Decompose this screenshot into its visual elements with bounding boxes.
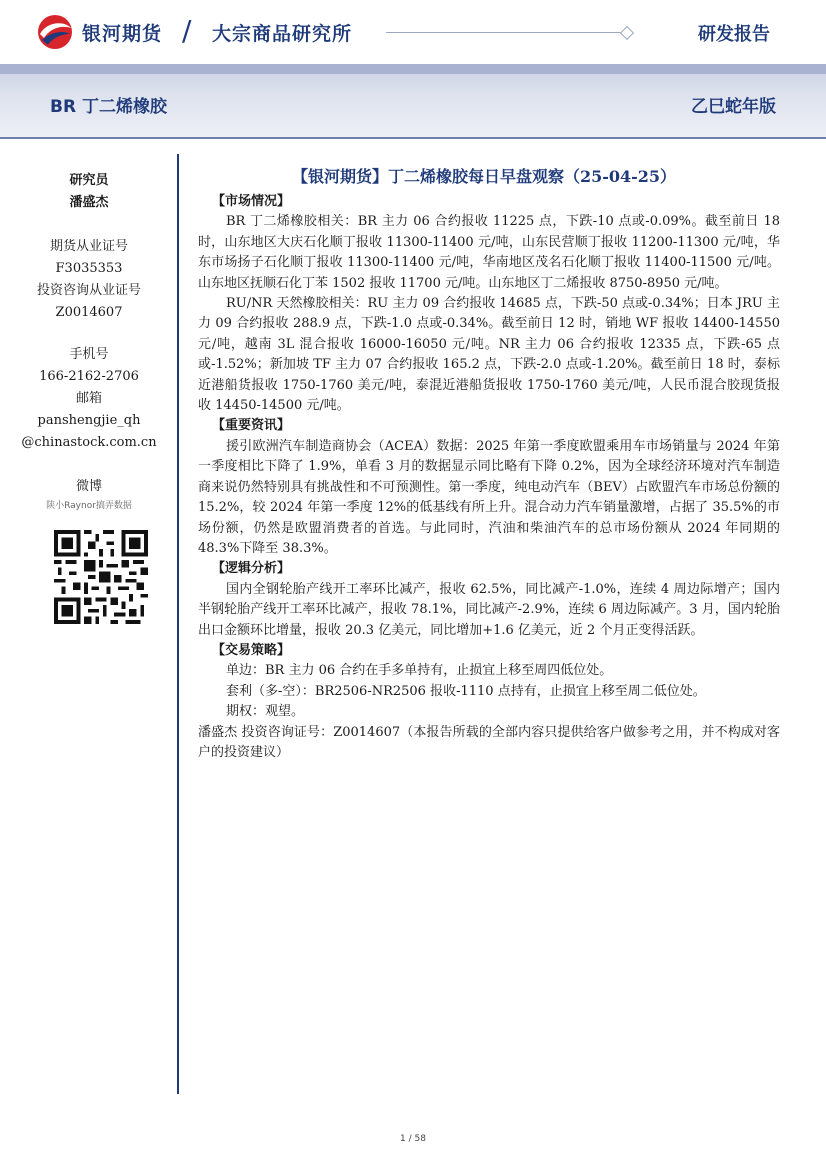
disclaimer: 潘盛杰 投资咨询证号：Z0014607（本报告所载的全部内容只提供给客户做参考之用，并不构成对客户的投资建议） [198, 724, 780, 760]
weibo-label: 微博 [75, 479, 102, 494]
market-section-heading: 【市场情况】 [212, 194, 291, 209]
analyst-name: 潘盛杰 [69, 195, 109, 210]
institute-name: 大宗商品研究所 [212, 23, 353, 45]
email-domain: @chinastock.com.cn [21, 435, 157, 450]
header-rule [386, 32, 622, 33]
analyst-sidebar [0, 170, 178, 514]
header-separator: / [182, 14, 192, 47]
diamond-ornament-icon [620, 26, 634, 40]
market-br-paragraph: BR 丁二烯橡胶相关：BR 主力 06 合约报收 11225 点，下跌-10 点或-0.09%。截至前日 18 时，山东地区大庆石化顺丁报收 11300-11400 元/吨，山东民营顺丁报收 11200-11300 元/吨，华东市场扬子石化顺丁报收 11300-11400 元/吨，华南地区茂名石化顺丁报收 11400-11500 元/吨。山东地区抚顺石化丁苯 1502 报收 11700 元/吨。山东地区丁二烯报收 8750-8950 元/吨。 [198, 214, 780, 291]
strategy-arbitrage: 套利（多-空）：BR2506-NR2506 报收-1110 点持有，止损宜上移至周二低位处。 [226, 683, 706, 699]
qr-code-icon [54, 530, 148, 624]
advisor-license-number: Z0014607 [55, 305, 123, 320]
edition-label: 乙巳蛇年版 [691, 97, 776, 117]
news-section-heading: 【重要资讯】 [212, 418, 291, 434]
report-title: 【银河期货】丁二烯橡胶每日早盘观察（25-04-25） [291, 167, 677, 186]
report-header [0, 0, 826, 64]
market-ru-nr-paragraph: RU/NR 天然橡胶相关：RU 主力 09 合约报收 14685 点，下跌-50 点或-0.34%；日本 JRU 主力 09 合约报收 288.9 点，下跌-1.0 点或-0.34%。截至前日 12 时，销地 WF 报收 14400-14550 元/吨，越南 3L 混合报收 16000-16050 元/吨。NR 主力 06 合约报收 12335 点，下跌-65 点或-1.52%；新加坡 TF 主力 07 合约报收 165.2 点，下跌-2.0 点或-1.20%。截至前日 18 时，泰标近港船货报收 1750-1760 美元/吨，泰混近港船货报收 1750-1760 美元/吨，人民币混合胶现货报收 14450-14500 元/吨。 [198, 296, 780, 414]
strategy-options: 期权：观望。 [226, 704, 305, 720]
advisor-license-label: 投资咨询从业证号 [36, 283, 141, 298]
phone-label: 手机号 [69, 347, 109, 362]
strategy-single-side: 单边：BR 主力 06 合约在手多单持有，止损宜上移至周四低位处。 [226, 663, 613, 679]
title-band-rule [0, 137, 826, 139]
report-body [198, 162, 780, 763]
phone-number: 166-2162-2706 [39, 369, 139, 384]
product-name: BR 丁二烯橡胶 [50, 97, 167, 117]
license-number: F3035353 [55, 261, 123, 276]
news-paragraph: 援引欧洲汽车制造商协会（ACEA）数据：2025 年第一季度欧盟乘用车市场销量与 2024 年第一季度相比下降了 1.9%，单看 3 月的数据显示同比略有下降 0.2%，因为全球经济环境对汽车制造商来说仍然特别具有挑战性和不可预测性。第一季度，纯电动汽车（BEV）占欧盟汽车市场总份额的 15.2%，较 2024 年第一季度 12%的低基线有所上升。混合动力汽车销量激增，占据了 35.5%的市场份额，仍然是欧盟消费者的首选。与此同时，汽油和柴油汽车的总市场份额从 2024 年同期的 48.3%下降至 38.3%。 [198, 438, 780, 556]
logic-paragraph: 国内全钢轮胎产线开工率环比减产，报收 62.5%，同比减产-1.0%，连续 4 周边际增产；国内半钢轮胎产线开工率环比减产，报收 78.1%，同比减产-2.9%，连续 6 周边际减产。3 月，国内轮胎出口金额环比增量，报收 20.3 亿美元，同比增加+1.6 亿美元，近 2 个月正变得活跃。 [198, 581, 780, 638]
strategy-section-heading: 【交易策略】 [212, 642, 291, 658]
report-type: 研发报告 [698, 24, 770, 45]
license-label: 期货从业证号 [49, 239, 128, 254]
title-band-top [0, 64, 826, 74]
email-label: 邮箱 [75, 391, 102, 406]
logic-section-heading: 【逻辑分析】 [212, 561, 291, 577]
sidebar-divider [177, 154, 179, 1094]
weibo-account: 陕小Raynor搞弄数据 [46, 501, 132, 511]
brand-name: 银河期货 [82, 23, 163, 45]
analyst-role: 研究员 [69, 173, 109, 188]
email-user: panshengjie_qh [37, 413, 141, 428]
page-number: 1 / 58 [400, 1134, 426, 1144]
galaxy-logo-icon [36, 14, 74, 50]
